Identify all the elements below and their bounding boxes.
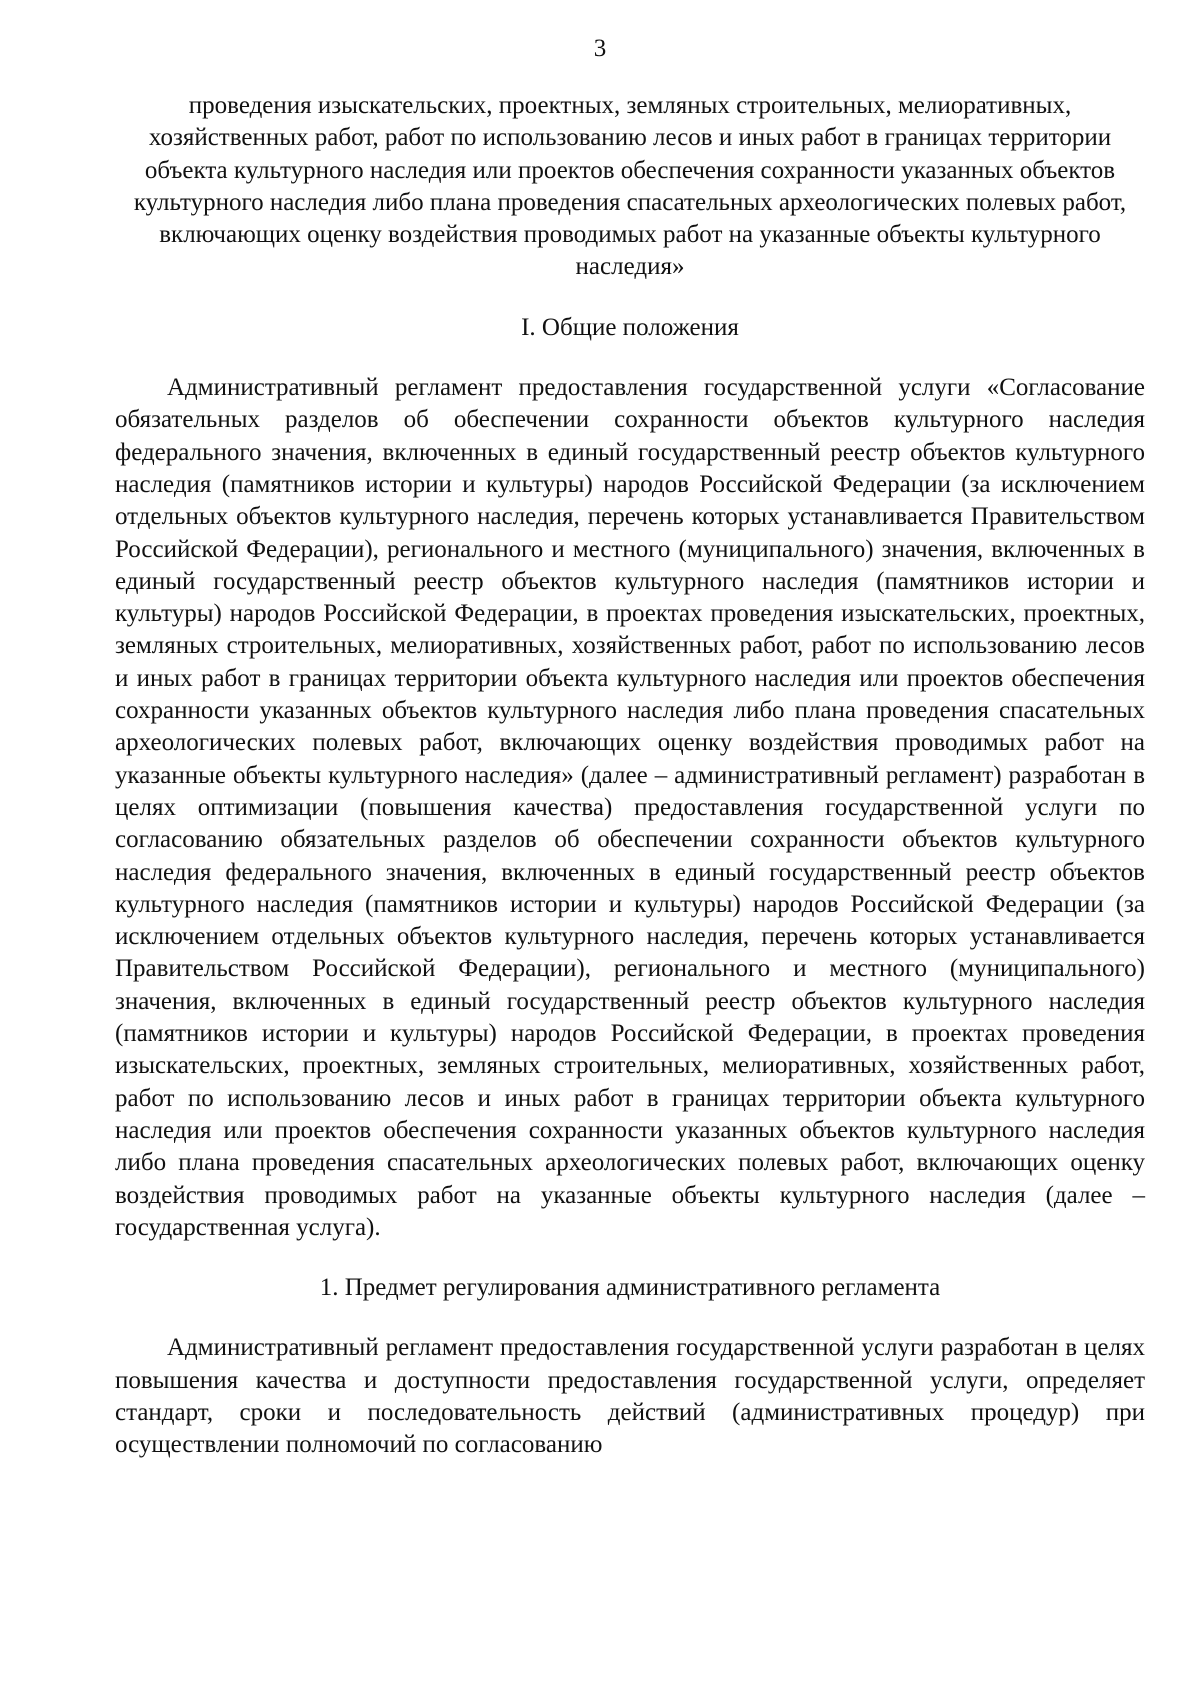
section-heading-general-provisions: I. Общие положения [521,313,739,341]
subject-of-regulation-paragraph: Административный регламент предоставления государственной услуги разработан в целях повышения качества и доступности предоставления государственной услуги, определяет стандарт, сроки и последовательность действий (административных процедур) при осуществлении полномочий по согласованию [115,1334,1145,1459]
page-number: 3 [593,35,607,62]
document-body [115,90,1145,1462]
section-heading-subject-of-regulation: 1. Предмет регулирования административного регламента [319,1274,941,1302]
general-provisions-paragraph: Административный регламент предоставления государственной услуги «Согласование обязательных разделов об обеспечении сохранности объектов культурного наследия федерального значения, включенных в единый государственный реестр объектов культурного наследия (памятников истории и культуры) народов Российской Федерации (за исключением отдельных объектов культурного наследия, перечень которых устанавливается Правительством Российской Федерации), регионального и местного (муниципального) значения, включенных в единый государственный реестр объектов культурного наследия (памятников истории и культуры) народов Российской Федерации, в проектах проведения изыскательских, проектных, земляных строительных, мелиоративных, хозяйственных работ, работ по использованию лесов и иных работ в границах территории объекта культурного наследия или проектов обеспечения сохранности указанных объектов культурного наследия либо плана проведения спасательных археологических полевых работ, включающих оценку воздействия проводимых работ на указанные объекты культурного наследия» (далее – административный регламент) разработан в целях оптимизации (повышения качества) предоставления государственной услуги по согласованию обязательных разделов об обеспечении сохранности объектов культурного наследия федерального значения, включенных в единый государственный реестр объектов культурного наследия (памятников истории и культуры) народов Российской Федерации (за исключением отдельных объектов культурного наследия, перечень которых устанавливается Правительством Российской Федерации), регионального и местного (муниципального) значения, включенных в единый государственный реестр объектов культурного наследия (памятников истории и культуры) народов Российской Федерации, в проектах проведения изыскательских, проектных, земляных строительных, мелиоративных, хозяйственных работ, работ по использованию лесов и иных работ в границах территории объекта культурного наследия или проектов обеспечения сохранности указанных объектов культурного наследия либо плана проведения спасательных археологических полевых работ, включающих оценку воздействия проводимых работ на указанные объекты культурного наследия (далее – государственная услуга). [115,374,1145,1241]
regulation-title-continuation: проведения изыскательских, проектных, земляных строительных, мелиоративных, хозяйственных работ, работ по использованию лесов и иных работ в границах территории объекта культурного наследия или проектов обеспечения сохранности указанных объектов культурного наследия либо плана проведения спасательных археологических полевых работ, включающих оценку воздействия проводимых работ на указанные объекты культурного наследия» [133,92,1127,281]
